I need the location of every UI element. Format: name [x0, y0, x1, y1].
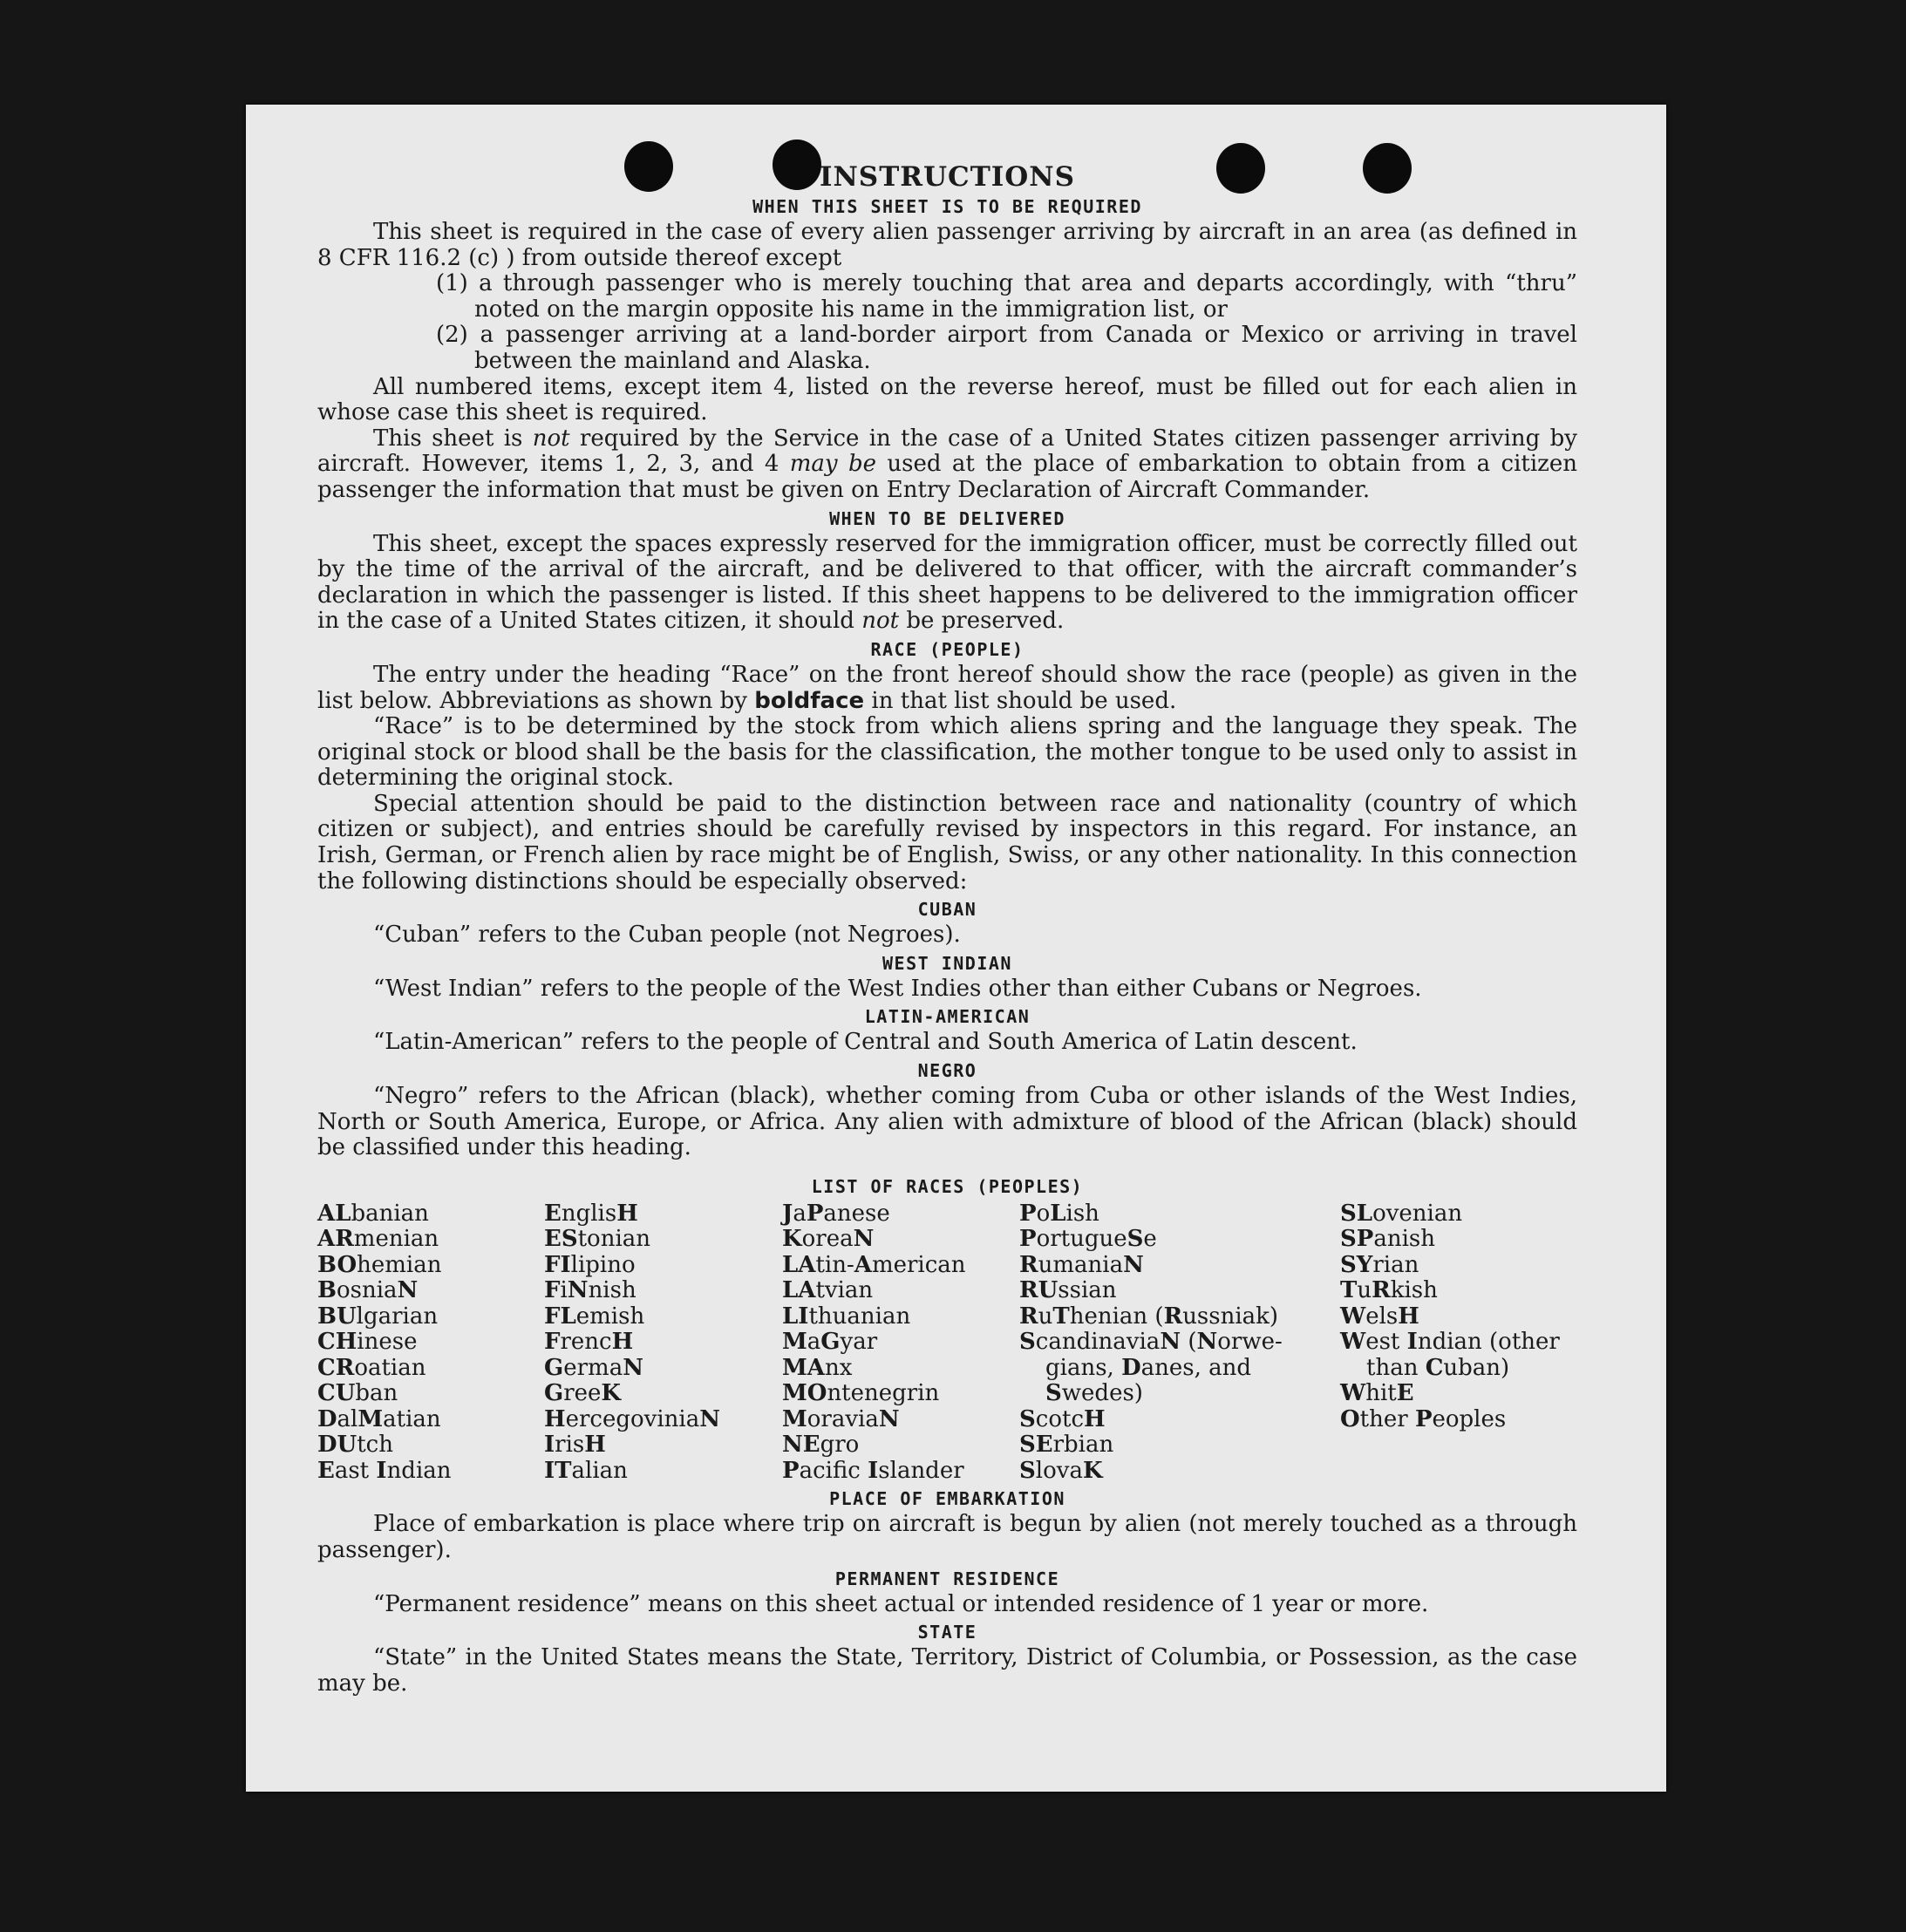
race-item: West Indian (other [1340, 1329, 1560, 1356]
section-heading-state: STATE [917, 1622, 977, 1643]
page-title: INSTRUCTIONS [819, 161, 1076, 193]
paragraph: Special attention should be paid to the distinction between race and nationality (country of which citizen or subject), and entries should be carefully revised by inspectors in this regard. For instance, an Irish, German, or French alien by race might be of English, Swiss, or any other nationality. In this connection the following distinctions should be especially observed: [317, 790, 1577, 895]
paragraph: This sheet is required in the case of every alien passenger arriving by aircraft in an area (as defined in 8 CFR 116.2 (c) ) from outside thereof except [317, 219, 1577, 271]
race-item: East Indian [317, 1457, 452, 1484]
race-item: GreeK [544, 1380, 622, 1407]
paragraph: “Negro” refers to the African (black), whether coming from Cuba or other islands of the West Indies, North or South America, Europe, or Africa. Any alien with admixture of blood of the African (black) should be classified under this heading. [317, 1083, 1577, 1161]
race-item: CUban [317, 1380, 398, 1407]
race-item: SLovenian [1340, 1200, 1463, 1227]
race-item: BOhemian [317, 1251, 442, 1278]
race-column [544, 1201, 782, 1485]
race-item: Swedes) [1045, 1380, 1143, 1407]
paragraph: The entry under the heading “Race” on the front hereof should show the race (people) as given in the list below. Abbreviations as shown by boldface in that list should be used. [317, 661, 1577, 714]
race-item: MaGyar [782, 1329, 878, 1356]
race-item: ScandinaviaN (Norwe- [1019, 1329, 1283, 1356]
paragraph: “Latin-American” refers to the people of Central and South America of Latin descent. [373, 1029, 1358, 1056]
race-item: FIlipino [544, 1251, 636, 1278]
race-item: MAnx [782, 1354, 853, 1381]
list-item: (1) a through passenger who is merely touching that area and departs accordingly, with “thru” noted on the margin opposite his name in the immigration list, or [436, 270, 1577, 323]
paragraph: All numbered items, except item 4, listed on the reverse hereof, must be filled out for each alien in whose case this sheet is required. [317, 373, 1577, 426]
race-item: DalMatian [317, 1405, 441, 1432]
race-item: BUlgarian [317, 1303, 439, 1330]
race-item: BosniaN [317, 1277, 419, 1304]
race-item: EStonian [544, 1226, 651, 1253]
race-item: than Cuban) [1366, 1354, 1510, 1381]
race-item: LIthuanian [782, 1303, 911, 1330]
race-column [1019, 1201, 1340, 1485]
section-heading-when-delivered: WHEN TO BE DELIVERED [829, 507, 1065, 529]
race-column [1340, 1201, 1577, 1485]
race-item: DUtch [317, 1432, 393, 1459]
race-column [317, 1201, 544, 1485]
race-item: IrisH [544, 1432, 606, 1459]
race-item: ARmenian [317, 1226, 439, 1253]
paragraph: “Permanent residence” means on this sheet actual or intended residence of 1 year or more. [373, 1590, 1429, 1617]
paragraph: “Race” is to be determined by the stock from which aliens spring and the language they speak. The original stock or blood shall be the basis for the classification, the mother tongue to be used only to assist in determining the original stock. [317, 713, 1577, 792]
race-item: WelsH [1340, 1303, 1419, 1330]
race-item: GermaN [544, 1354, 643, 1381]
race-item: KoreaN [782, 1226, 875, 1253]
race-item: RuThenian (Russniak) [1019, 1303, 1279, 1330]
race-column [782, 1201, 1019, 1485]
race-item: ScotcH [1019, 1405, 1106, 1432]
section-heading-list-of-races: LIST OF RACES (PEOPLES) [811, 1175, 1084, 1197]
race-item: Pacific Islander [782, 1457, 964, 1484]
section-heading-cuban: CUBAN [917, 899, 977, 921]
race-item: RUssian [1019, 1277, 1117, 1304]
race-item: PoLish [1019, 1200, 1099, 1227]
race-item: JaPanese [782, 1200, 890, 1227]
race-item: WhitE [1340, 1380, 1414, 1407]
section-heading-west-indian: WEST INDIAN [882, 952, 1012, 974]
paragraph: “Cuban” refers to the Cuban people (not Negroes). [373, 922, 961, 949]
paragraph: Place of embarkation is place where trip on aircraft is begun by alien (not merely touched as a through passenger). [317, 1511, 1577, 1563]
race-item: CRoatian [317, 1354, 426, 1381]
race-item: LAtvian [782, 1277, 874, 1304]
race-item: FiNnish [544, 1277, 636, 1304]
race-item: NEgro [782, 1432, 860, 1459]
section-heading-residence: PERMANENT RESIDENCE [834, 1568, 1060, 1589]
paragraph: This sheet is not required by the Service in the case of a United States citizen passenger arriving by aircraft. However, items 1, 2, 3, and 4 may be used at the place of embarkation to obtain from a citizen passenger the information that must be given on Entry Declaration of Aircraft Commander. [317, 425, 1578, 503]
paragraph: “State” in the United States means the State, Territory, District of Columbia, or Possession, as the case may be. [317, 1644, 1577, 1697]
race-item: LAtin-American [782, 1251, 966, 1278]
race-item: HercegoviniaN [544, 1405, 720, 1432]
race-item: SErbian [1019, 1432, 1114, 1459]
section-heading-race: RACE (PEOPLE) [870, 638, 1024, 660]
race-item: FLemish [544, 1303, 645, 1330]
race-item: TuRkish [1340, 1277, 1438, 1304]
race-list [317, 1201, 1577, 1485]
section-heading-latin-american: LATIN-AMERICAN [864, 1006, 1031, 1028]
race-item: gians, Danes, and [1045, 1354, 1252, 1381]
section-heading-negro: NEGRO [917, 1060, 977, 1082]
race-item: FrencH [544, 1329, 634, 1356]
race-item: PortugueSe [1019, 1226, 1157, 1253]
paragraph: “West Indian” refers to the people of the West Indies other than either Cubans or Negroes. [373, 975, 1422, 1002]
race-item: RumaniaN [1019, 1251, 1144, 1278]
list-item: (2) a passenger arriving at a land-border airport from Canada or Mexico or arriving in travel between the mainland and Alaska. [436, 322, 1577, 374]
instructions-content [317, 162, 1577, 1697]
section-heading-embarkation: PLACE OF EMBARKATION [829, 1488, 1065, 1510]
race-item: SlovaK [1019, 1457, 1103, 1484]
race-item: SYrian [1340, 1251, 1419, 1278]
race-item: Other Peoples [1340, 1405, 1507, 1432]
race-item: SPanish [1340, 1226, 1435, 1253]
race-item: EnglisH [544, 1200, 638, 1227]
race-item: MoraviaN [782, 1405, 900, 1432]
document-page [246, 105, 1666, 1792]
race-item: ALbanian [317, 1200, 429, 1227]
section-heading-when-required: WHEN THIS SHEET IS TO BE REQUIRED [752, 196, 1142, 217]
race-item: CHinese [317, 1329, 418, 1356]
race-item: MOntenegrin [782, 1380, 940, 1407]
race-item: ITalian [544, 1457, 628, 1484]
paragraph: This sheet, except the spaces expressly reserved for the immigration officer, must be correctly filled out by the time of the arrival of the aircraft, and be delivered to that officer, with the aircraft commander’s declaration in which the passenger is listed. If this sheet happens to be delivered to the immigration officer in the case of a United States citizen, it should not be preserved. [317, 530, 1577, 635]
